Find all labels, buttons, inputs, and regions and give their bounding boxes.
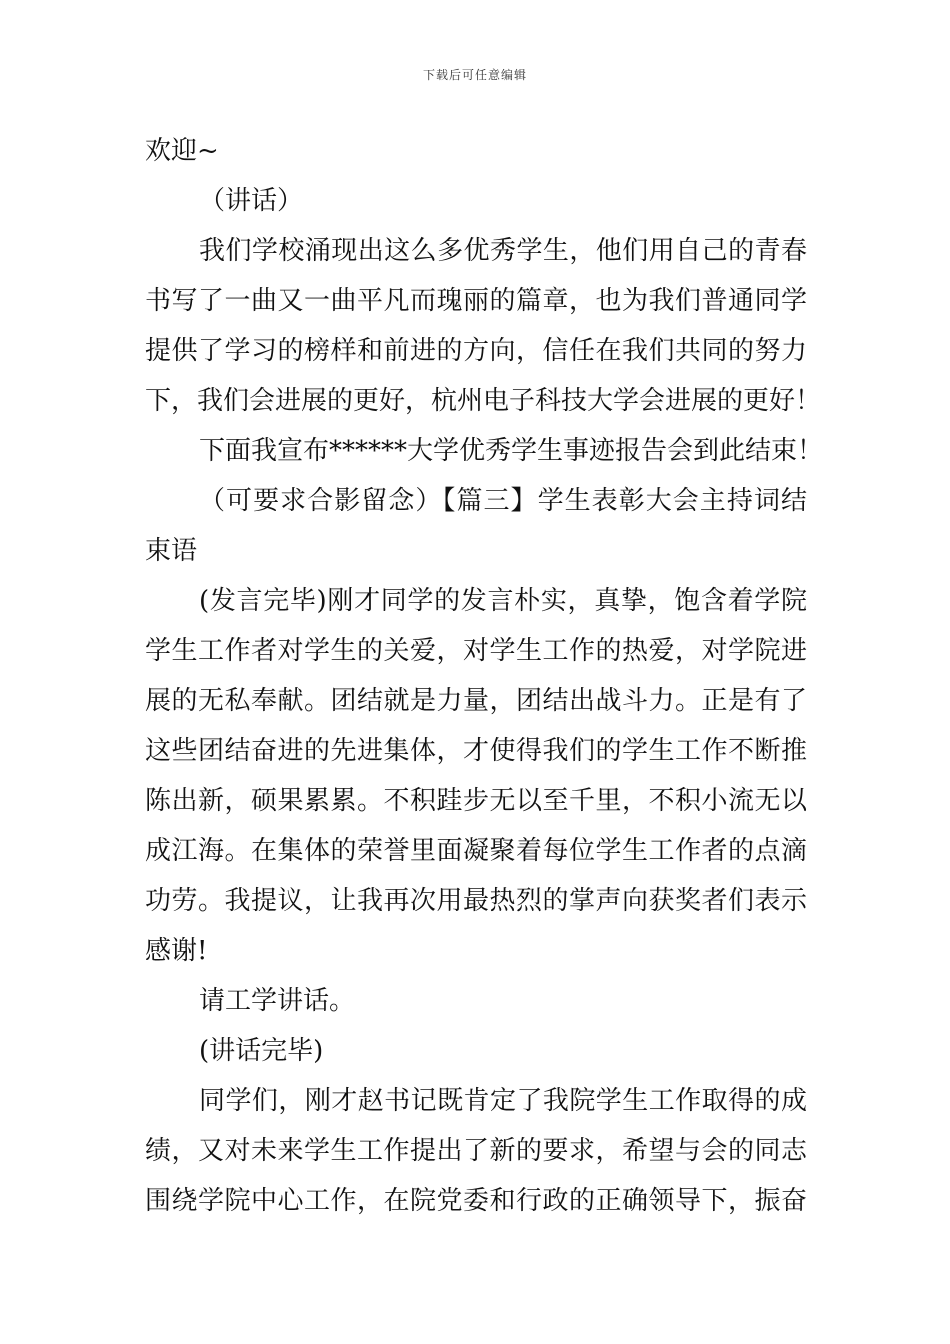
text-line: 功劳。我提议，让我再次用最热烈的掌声向获奖者们表示 <box>145 886 807 916</box>
page-header: 下载后可任意编辑 <box>422 68 527 82</box>
text-line: 欢迎~ <box>145 136 219 166</box>
text-line: 提供了学习的榜样和前进的方向，信任在我们共同的努力 <box>145 336 807 366</box>
document-body <box>145 126 824 1226</box>
text-line: (讲话完毕) <box>199 1036 324 1066</box>
text-line: 同学们，刚才赵书记既肯定了我院学生工作取得的成 <box>199 1086 807 1116</box>
text-line: 感谢! <box>145 936 208 966</box>
text-line: 展的无私奉献。团结就是力量，团结出战斗力。正是有了 <box>145 686 807 716</box>
text-line: 下，我们会进展的更好，杭州电子科技大学会进展的更好！ <box>145 386 822 416</box>
text-line: 书写了一曲又一曲平凡而瑰丽的篇章，也为我们普通同学 <box>145 286 807 316</box>
text-line: 我们学校涌现出这么多优秀学生，他们用自己的青春 <box>199 236 807 266</box>
text-line: 陈出新，硕果累累。不积跬步无以至千里，不积小流无以 <box>145 786 807 816</box>
text-line: 学生工作者对学生的关爱，对学生工作的热爱，对学院进 <box>145 636 807 666</box>
text-line: 下面我宣布******大学优秀学生事迹报告会到此结束！ <box>199 436 824 466</box>
text-line: 束语 <box>145 536 198 566</box>
text-line: 围绕学院中心工作，在院党委和行政的正确领导下，振奋 <box>145 1186 807 1216</box>
text-line: 这些团结奋进的先进集体，才使得我们的学生工作不断推 <box>145 736 807 766</box>
text-line: 绩，又对未来学生工作提出了新的要求，希望与会的同志 <box>145 1136 807 1166</box>
text-line: （讲话） <box>199 186 304 216</box>
text-line: (发言完毕)刚才同学的发言朴实，真挚，饱含着学院 <box>199 586 807 616</box>
text-line: 成江海。在集体的荣誉里面凝聚着每位学生工作者的点滴 <box>145 836 807 866</box>
text-line: 请工学讲话。 <box>199 986 356 1016</box>
text-line: （可要求合影留念）【篇三】学生表彰大会主持词结 <box>199 486 807 516</box>
